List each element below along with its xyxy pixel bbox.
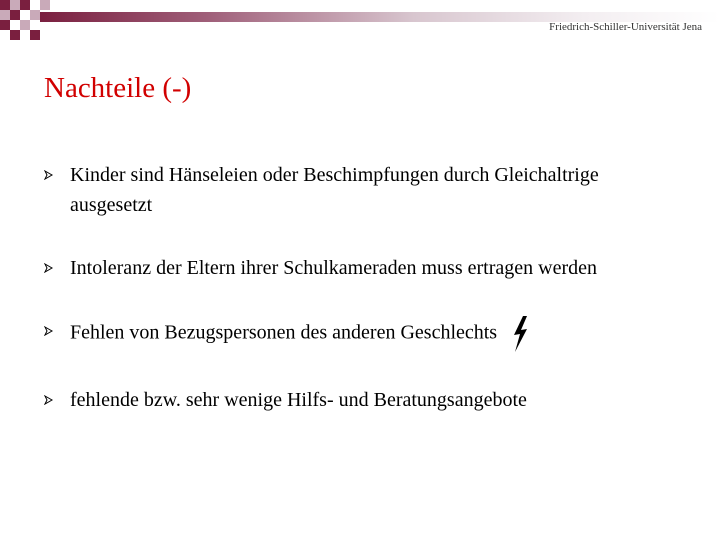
bullet-item: [44, 385, 664, 415]
bullet-arrow-icon: [44, 395, 54, 405]
slide-title: Nachteile (-): [44, 72, 192, 104]
lightning-bolt-icon: [510, 316, 530, 352]
bullet-arrow-icon: [44, 263, 54, 273]
bullet-text: Intoleranz der Eltern ihrer Schulkameraden muss ertragen werden: [70, 257, 597, 279]
bullet-item: [44, 316, 664, 352]
bullet-item: [44, 160, 664, 220]
bullet-text: fehlende bzw. sehr wenige Hilfs- und Beratungsangebote: [70, 389, 527, 411]
bullet-item: [44, 253, 664, 283]
bullet-arrow-icon: [44, 326, 54, 336]
bullet-text: Fehlen von Bezugspersonen des anderen Geschlechts: [70, 321, 498, 344]
bullet-list: [44, 160, 664, 415]
university-label: Friedrich-Schiller-Universität Jena: [549, 21, 702, 33]
bullet-text: Kinder sind Hänseleien oder Beschimpfungen durch Gleichaltrige ausgesetzt: [70, 164, 599, 216]
bullet-arrow-icon: [44, 170, 54, 180]
